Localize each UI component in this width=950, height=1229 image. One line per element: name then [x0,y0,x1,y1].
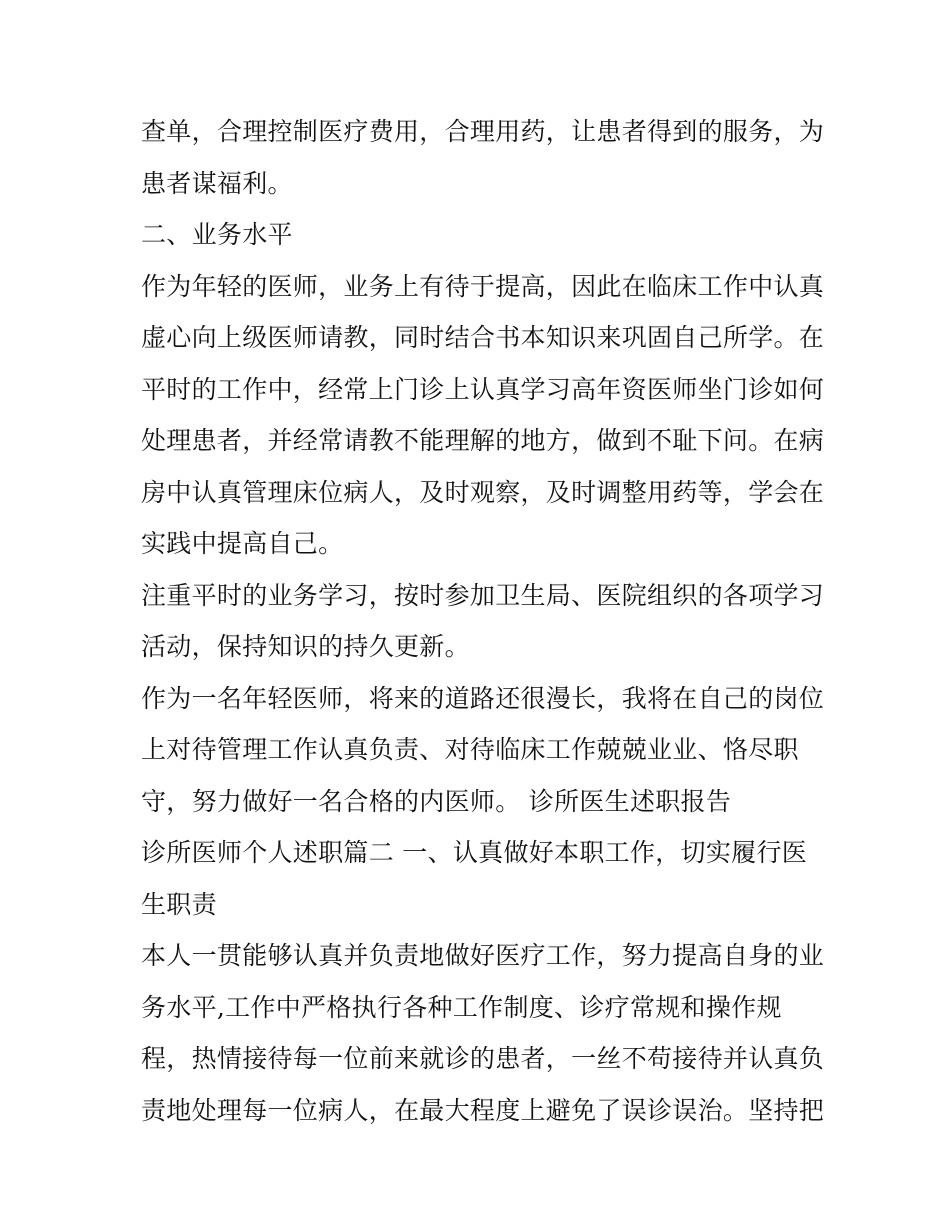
text-line-9: 实践中提高自己。 [141,529,344,558]
text-line-2: 患者谋福利。 [141,168,293,198]
text-line-11: 活动，保持知识的持久更新。 [141,632,470,661]
text-line-12: 作为一名年轻医师，将来的道路还很漫长，我将在自己的岗位 [141,683,825,713]
text-line-20: 责地处理每一位病人，在最大程度上避免了误诊误治。坚持把 [141,1095,825,1125]
section-heading: 二、业务水平 [141,220,293,249]
text-line-15: 诊所医师个人述职篇二 一、认真做好本职工作，切实履行医 [141,838,808,867]
text-line-7: 处理患者，并经常请教不能理解的地方，做到不耻下问。在病 [141,426,825,455]
text-line-4: 作为年轻的医师，业务上有待于提高，因此在临床工作中认真 [141,271,825,301]
text-line-13: 上对待管理工作认真负责、对待临床工作兢兢业业、恪尽职 [141,735,799,764]
text-line-1: 查单，合理控制医疗费用，合理用药，让患者得到的服务，为 [141,117,825,146]
text-line-6: 平时的工作中，经常上门诊上认真学习高年资医师坐门诊如何 [141,374,825,404]
text-line-14: 守，努力做好一名合格的内医师。 诊所医生述职报告 [141,786,732,816]
body-text [141,106,825,1136]
text-line-18: 务水平,工作中严格执行各种工作制度、诊疗常规和操作规 [141,992,782,1022]
text-line-10: 注重平时的业务学习，按时参加卫生局、医院组织的各项学习 [141,580,825,610]
text-line-17: 本人一贯能够认真并负责地做好医疗工作，努力提高自身的业 [141,941,825,970]
text-line-8: 房中认真管理床位病人，及时观察，及时调整用药等，学会在 [141,477,825,507]
text-line-19: 程，热情接待每一位前来就诊的患者，一丝不苟接待并认真负 [141,1044,825,1073]
text-line-16: 生职责 [141,889,217,919]
text-line-5: 虚心向上级医师请教，同时结合书本知识来巩固自己所学。在 [141,323,825,352]
